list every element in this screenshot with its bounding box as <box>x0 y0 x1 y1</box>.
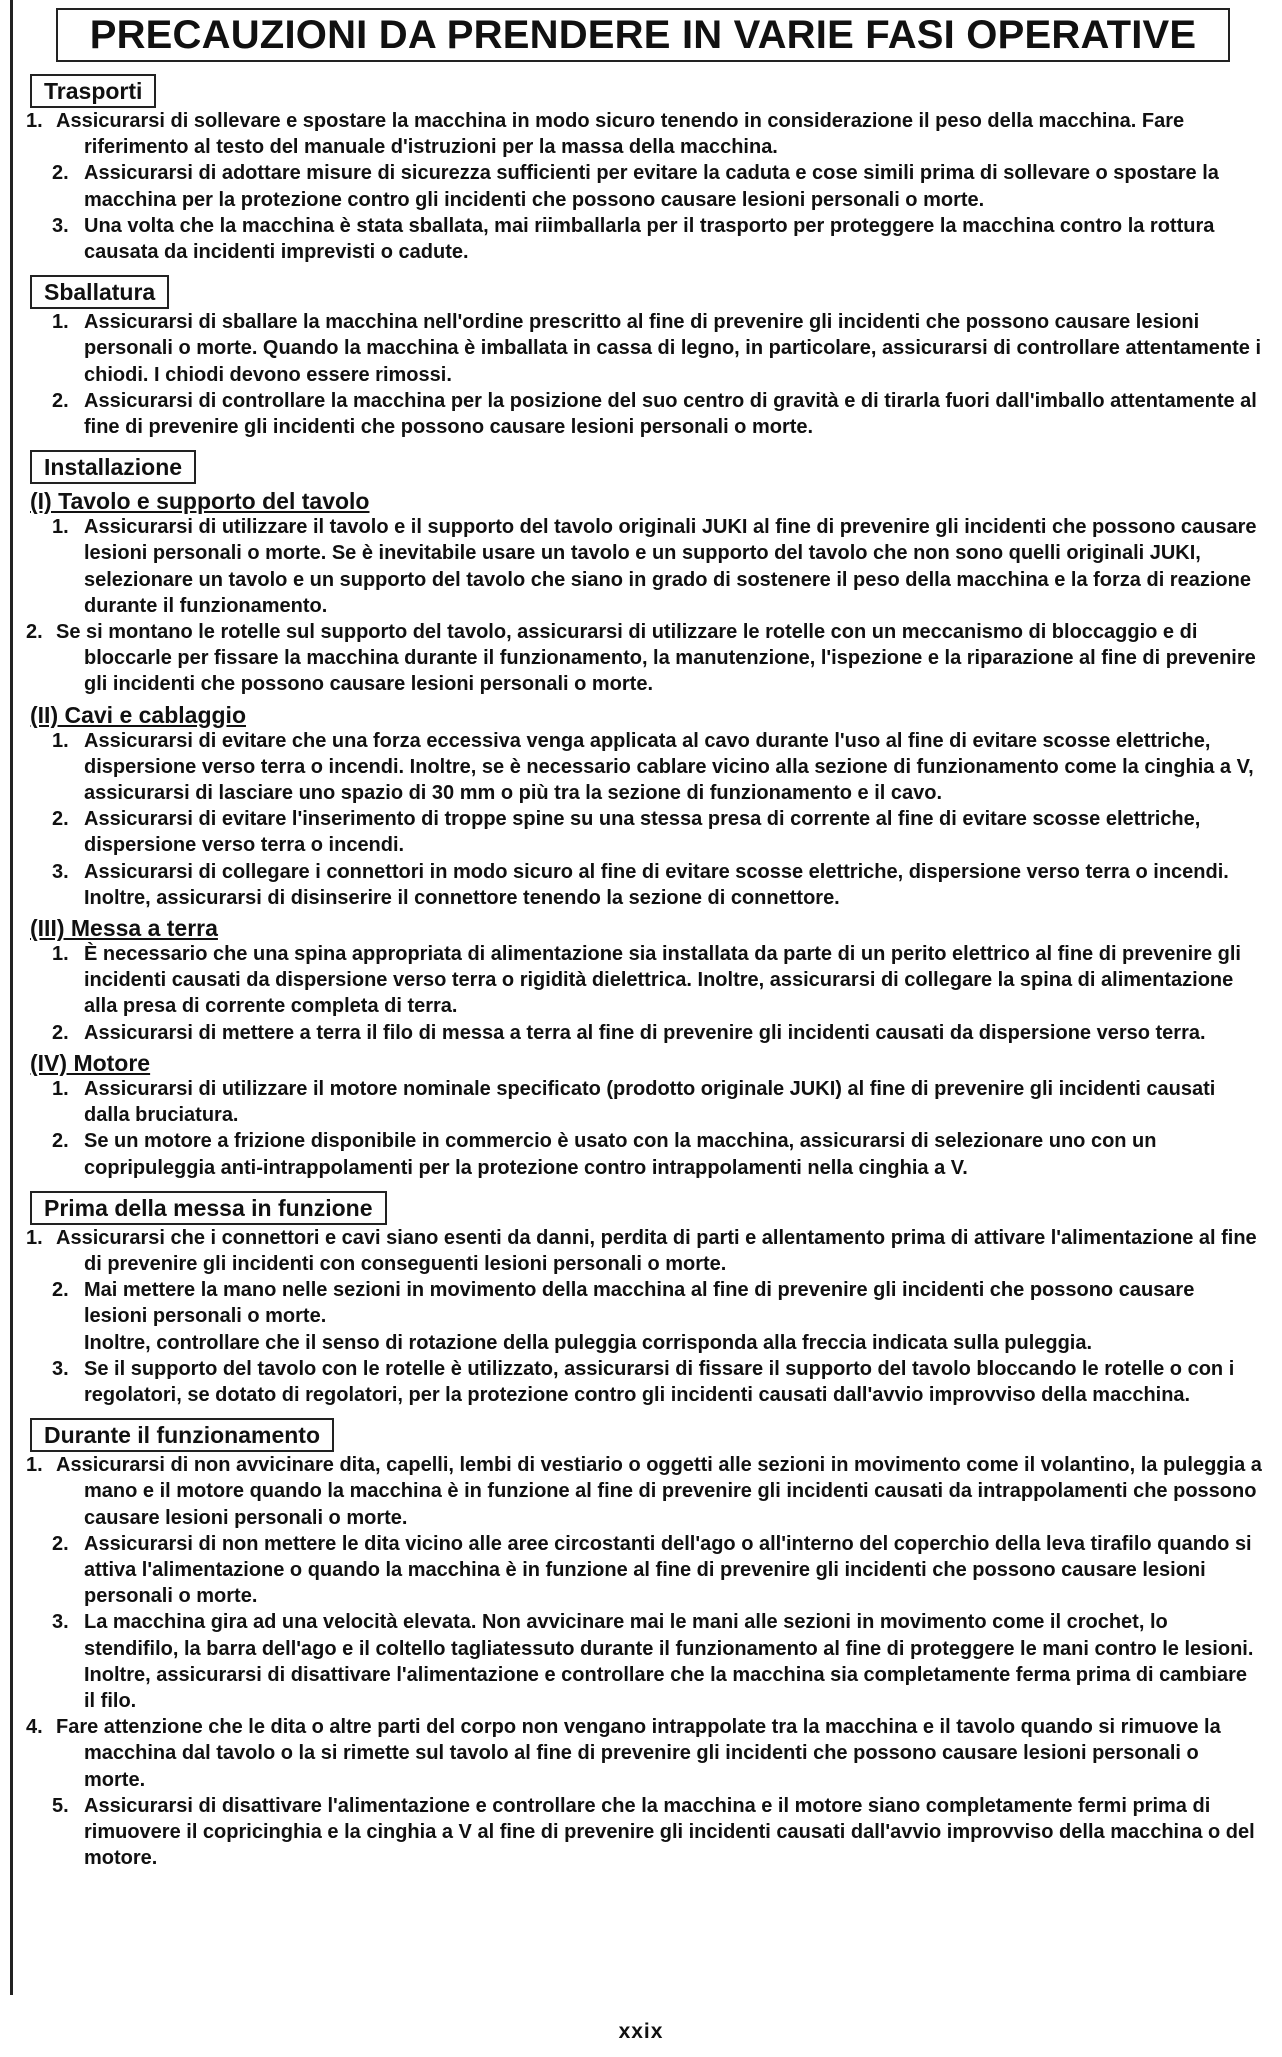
list-item: 3. La macchina gira ad una velocità elevata. Non avvicinare mai le mani alle sezioni in movimento come il crochet, lo stendifilo, la barra dell'ago e il coltello tagliatessuto durante il funzionamento al fine di proteggere le mani contro le lesioni. Inoltre, assicurarsi di disattivare l'alimentazione e controllare che la macchina sia completamente ferma prima di cambiare il filo. <box>52 1611 1254 1712</box>
subheading-motore: (IV) Motore <box>30 1049 151 1076</box>
list-item: 1. Assicurarsi di utilizzare il tavolo e il supporto del tavolo originali JUKI al fine di prevenire gli incidenti che possono causare lesioni personali o morte. Se è inevitabile usare un tavolo e un supporto del tavolo che non sono quelli originali JUKI, selezionare un tavolo e un supporto del tavolo che siano in grado di sostenere il peso della macchina e la forza di reazione durante il funzionamento. <box>52 516 1257 617</box>
list-trasporti <box>26 108 1262 265</box>
section-heading-prima: Prima della messa in funzione <box>30 1191 387 1225</box>
subheading-cavi: (II) Cavi e cablaggio <box>30 701 246 728</box>
list-item: 1. Assicurarsi di sballare la macchina nell'ordine prescritto al fine di prevenire gli incidenti che possono causare lesioni personali o morte. Quando la macchina è imballata in cassa di legno, in particolare, assicurarsi di controllare attentamente i chiodi. I chiodi devono essere rimossi. <box>52 311 1262 386</box>
list-item: 1. Assicurarsi di evitare che una forza eccessiva venga applicata al cavo durante l'uso al fine di evitare scosse elettriche, dispersione verso terra o incendi. Inoltre, se è necessario cablare vicino alla sezione di funzionamento come la cinghia a V, assicurarsi di lasciare uno spazio di 30 mm o più tra la sezione di funzionamento e il cavo. <box>52 729 1254 805</box>
section-heading-durante: Durante il funzionamento <box>30 1418 334 1452</box>
list-durante <box>26 1452 1262 1871</box>
list-item: 3. Una volta che la macchina è stata sballata, mai riimballarla per il trasporto per proteggere la macchina contro la rottura causata da incidenti imprevisti o cadute. <box>52 214 1215 264</box>
list-item: 3. Assicurarsi di collegare i connettori in modo sicuro al fine di evitare scosse elettriche, dispersione verso terra o incendi. Inoltre, assicurarsi di disinserire il connettore tenendo la sezione di connettore. <box>52 860 1229 909</box>
section-heading-sballatura: Sballatura <box>30 275 169 309</box>
list-cavi <box>26 728 1262 911</box>
list-item: 1. Assicurarsi di sollevare e spostare la macchina in modo sicuro tenendo in considerazione il peso della macchina. Fare riferimento al testo del manuale d'istruzioni per la massa della macchina. <box>26 110 1185 159</box>
list-item: 4. Fare attenzione che le dita o altre parti del corpo non vengano intrappolate tra la macchina e il tavolo quando si rimuove la macchina dal tavolo o la si rimette sul tavolo al fine di prevenire gli incidenti che possono causare lesioni personali o morte. <box>26 1716 1221 1791</box>
page-number: xxix <box>618 2020 664 2043</box>
list-item: 2. Assicurarsi di controllare la macchina per la posizione del suo centro di gravità e di tirarla fuori dall'imballo attentamente al fine di prevenire gli incidenti che possono causare lesioni personali o morte. <box>52 389 1257 439</box>
subheading-tavolo: (I) Tavolo e supporto del tavolo <box>30 488 370 515</box>
list-sballatura <box>26 309 1262 440</box>
list-item: 2. Se un motore a frizione disponibile in commercio è usato con la macchina, assicurarsi di selezionare uno con un copripuleggia anti-intrappolamenti per la protezione contro intrappolamenti nella cinghia a V. <box>52 1130 1157 1179</box>
list-item: 1. Assicurarsi di non avvicinare dita, capelli, lembi di vestiario o oggetti alle sezioni in movimento come il volantino, la puleggia a mano e il motore quando la macchina è in funzione al fine di prevenire gli incidenti causati da intrappolamenti che possono causare lesioni personali o morte. <box>26 1454 1262 1529</box>
list-tavolo <box>26 514 1262 697</box>
page-title: PRECAUZIONI DA PRENDERE IN VARIE FASI OPERATIVE <box>56 8 1230 62</box>
list-item: 1. Assicurarsi di utilizzare il motore nominale specificato (prodotto originale JUKI) al fine di prevenire gli incidenti causati dalla bruciatura. <box>52 1077 1216 1127</box>
list-item: 1. È necessario che una spina appropriata di alimentazione sia installata da parte di un perito elettrico al fine di prevenire gli incidenti causati da dispersione verso terra o rigidità dielettrica. Inoltre, assicurarsi di collegare la spina di alimentazione alla presa di corrente completa di terra. <box>52 943 1241 1018</box>
section-heading-trasporti: Trasporti <box>30 74 156 108</box>
list-item: 2. Assicurarsi di evitare l'inserimento di troppe spine su una stessa presa di corrente al fine di evitare scosse elettriche, dispersione verso terra o incendi. <box>52 808 1201 857</box>
list-prima <box>26 1225 1262 1408</box>
left-margin-rule <box>10 0 13 1995</box>
list-item: 2. Se si montano le rotelle sul supporto del tavolo, assicurarsi di utilizzare le rotelle con un meccanismo di bloccaggio e di bloccarle per fissare la macchina durante il funzionamento, la manutenzione, l'ispezione e la riparazione al fine di prevenire gli incidenti che possono causare lesioni personali o morte. <box>26 621 1256 696</box>
list-item: 2. Assicurarsi di non mettere le dita vicino alle aree circostanti dell'ago o all'interno del coperchio della leva tirafilo quando si attiva l'alimentazione o quando la macchina è in funzione al fine di prevenire gli incidenti che possono causare lesioni personali o morte. <box>52 1532 1252 1608</box>
list-item: 5. Assicurarsi di disattivare l'alimentazione e controllare che la macchina e il motore siano completamente fermi prima di rimuovere il copricinghia e la cinghia a V al fine di prevenire gli incidenti causati dall'avvio improvviso della macchina o del motore. <box>52 1794 1255 1870</box>
list-item: 2. Assicurarsi di adottare misure di sicurezza sufficienti per evitare la caduta e cose simili prima di sollevare o spostare la macchina per la protezione contro gli incidenti che possono causare lesioni personali o morte. <box>52 162 1219 211</box>
list-item: 3. Se il supporto del tavolo con le rotelle è utilizzato, assicurarsi di fissare il supporto del tavolo bloccando le rotelle o con i regolatori, se dotato di regolatori, per la protezione contro gli incidenti causati dall'avvio improvviso della macchina. <box>52 1357 1235 1406</box>
list-item: 2. Assicurarsi di mettere a terra il filo di messa a terra al fine di prevenire gli incidenti causati da dispersione verso terra. <box>52 1021 1206 1044</box>
subheading-terra: (III) Messa a terra <box>30 915 218 942</box>
list-item-continuation: Inoltre, controllare che il senso di rotazione della puleggia corrisponda alla freccia indicata sulla puleggia. <box>84 1331 1093 1354</box>
list-item: 2. Mai mettere la mano nelle sezioni in movimento della macchina al fine di prevenire gli incidenti che possono causare lesioni personali o morte. <box>52 1279 1195 1328</box>
list-item: 1. Assicurarsi che i connettori e cavi siano esenti da danni, perdita di parti e allentamento prima di attivare l'alimentazione al fine di prevenire gli incidenti con conseguenti lesioni personali o morte. <box>26 1226 1257 1275</box>
list-motore <box>26 1076 1262 1181</box>
section-heading-installazione: Installazione <box>30 450 196 484</box>
document-body <box>26 8 1262 1871</box>
list-terra <box>26 941 1262 1046</box>
